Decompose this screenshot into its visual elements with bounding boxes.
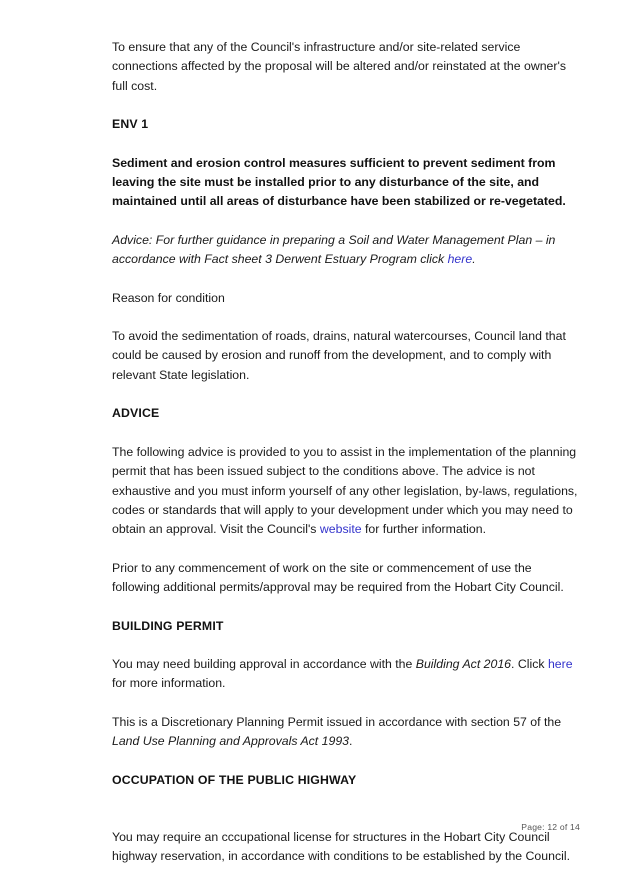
heading-advice: ADVICE (112, 406, 160, 421)
building-text-after-link: for more information. (112, 676, 226, 691)
advice-text-after-link: . (472, 252, 476, 267)
discretionary-text-after-act: . (349, 734, 353, 749)
building-info-link[interactable]: here (547, 656, 573, 671)
council-website-link[interactable]: website (319, 522, 362, 537)
heading-building-permit: BUILDING PERMIT (112, 618, 224, 633)
advice-body-text-after-link: for further information. (361, 522, 486, 537)
building-act-title: Building Act 2016 (415, 656, 512, 671)
building-text-after-act: . Click (511, 656, 548, 671)
discretionary-text-before-act: This is a Discretionary Planning Permit issued in accordance with section 57 of the (112, 714, 562, 729)
heading-occupation-public-highway: OCCUPATION OF THE PUBLIC HIGHWAY (112, 772, 357, 787)
reason-for-condition-label: Reason for condition (112, 290, 225, 305)
env-condition-paragraph: Sediment and erosion control measures sufficient to prevent sediment from leaving the site must be installed prior to any disturbance of the site, and maintained until all areas of disturbance have been stabilized or re-vegetated. (112, 155, 566, 209)
advice-body-text-before-link: The following advice is provided to you to assist in the implementation of the planning permit that has been issued subject to the conditions above. The advice is not exhaustive and you must inform yourself of any other legislation, by-laws, regulations, codes or standards that will apply to your development under which you may need to obtain an approval. Visit the Council's (112, 444, 578, 537)
advice-body-paragraph (112, 443, 582, 540)
highway-occupation-paragraph: You may require an cccupational license for structures in the Hobart City Council highway reservation, in accordance with conditions to be established by the Council. (112, 829, 570, 864)
page-content (112, 38, 582, 880)
discretionary-permit-paragraph (112, 713, 582, 752)
env-advice-paragraph (112, 231, 582, 270)
heading-env-1: ENV 1 (112, 117, 149, 132)
intro-paragraph: To ensure that any of the Council's infrastructure and/or site-related service connections affected by the proposal will be altered and/or reinstated at the owner's full cost. (112, 40, 566, 93)
soil-water-plan-link[interactable]: here (447, 252, 473, 267)
reason-for-condition-text: To avoid the sedimentation of roads, drains, natural watercourses, Council land that could be caused by erosion and runoff from the development, and to comply with relevant State legislation. (112, 329, 566, 382)
page-footer: Page: 12 of 14 (521, 822, 580, 832)
building-approval-paragraph (112, 655, 582, 694)
advice-text-before-link: Advice: For further guidance in preparing a Soil and Water Management Plan – in accordance with Fact sheet 3 Derwent Estuary Program click (112, 232, 556, 267)
additional-permits-paragraph: Prior to any commencement of work on the site or commencement of use the following additional permits/approval may be required from the Hobart City Council. (112, 560, 564, 595)
building-text-before-act: You may need building approval in accordance with the (112, 656, 416, 671)
land-use-act-title: Land Use Planning and Approvals Act 1993 (112, 734, 349, 749)
